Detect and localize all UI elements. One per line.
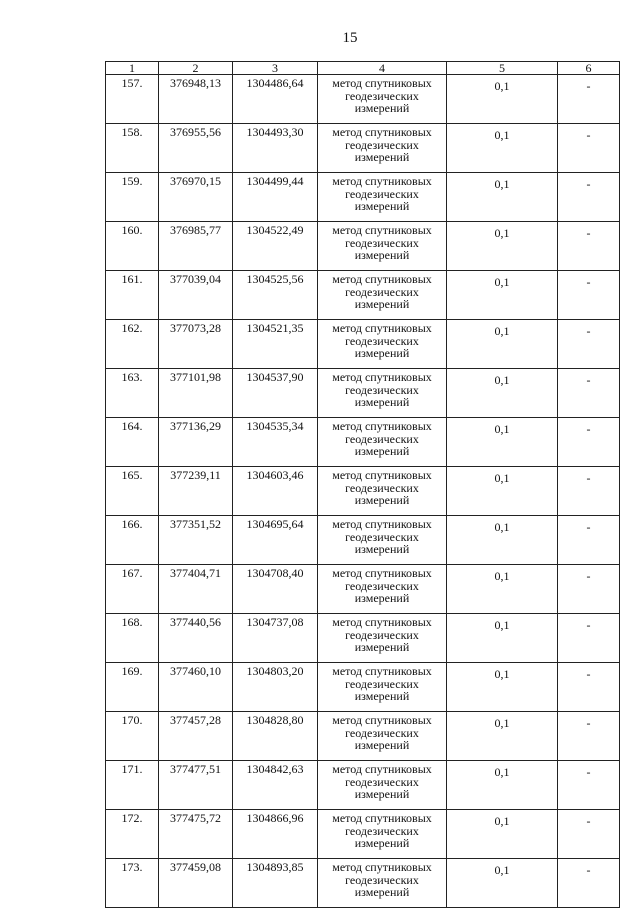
y-coordinate-cell: 1304499,44 (233, 173, 318, 222)
table-row (106, 320, 620, 369)
x-coordinate-cell: 377457,28 (159, 712, 233, 761)
table-row (106, 222, 620, 271)
point-number-cell: 163. (106, 369, 159, 418)
note-cell: - (558, 516, 620, 565)
point-number-cell: 165. (106, 467, 159, 516)
accuracy-cell: 0,1 (447, 418, 558, 467)
accuracy-cell: 0,1 (447, 271, 558, 320)
table-row (106, 418, 620, 467)
x-coordinate-cell: 376955,56 (159, 124, 233, 173)
column-header: 6 (558, 62, 620, 75)
note-cell: - (558, 565, 620, 614)
accuracy-cell: 0,1 (447, 516, 558, 565)
x-coordinate-cell: 377459,08 (159, 859, 233, 908)
y-coordinate-cell: 1304708,40 (233, 565, 318, 614)
method-cell: метод спутниковых геодезических измерений (318, 75, 447, 124)
method-cell: метод спутниковых геодезических измерений (318, 614, 447, 663)
note-cell: - (558, 810, 620, 859)
note-cell: - (558, 369, 620, 418)
method-cell: метод спутниковых геодезических измерений (318, 222, 447, 271)
point-number-cell: 170. (106, 712, 159, 761)
method-cell: метод спутниковых геодезических измерений (318, 761, 447, 810)
accuracy-cell: 0,1 (447, 859, 558, 908)
y-coordinate-cell: 1304803,20 (233, 663, 318, 712)
accuracy-cell: 0,1 (447, 712, 558, 761)
table-header-row (106, 62, 620, 75)
y-coordinate-cell: 1304535,34 (233, 418, 318, 467)
table-row (106, 173, 620, 222)
method-cell: метод спутниковых геодезических измерений (318, 859, 447, 908)
accuracy-cell: 0,1 (447, 614, 558, 663)
y-coordinate-cell: 1304493,30 (233, 124, 318, 173)
accuracy-cell: 0,1 (447, 222, 558, 271)
note-cell: - (558, 418, 620, 467)
column-header: 1 (106, 62, 159, 75)
note-cell: - (558, 75, 620, 124)
accuracy-cell: 0,1 (447, 320, 558, 369)
y-coordinate-cell: 1304842,63 (233, 761, 318, 810)
x-coordinate-cell: 377073,28 (159, 320, 233, 369)
point-number-cell: 169. (106, 663, 159, 712)
note-cell: - (558, 712, 620, 761)
accuracy-cell: 0,1 (447, 173, 558, 222)
table-row (106, 761, 620, 810)
note-cell: - (558, 271, 620, 320)
x-coordinate-cell: 377136,29 (159, 418, 233, 467)
column-header: 5 (447, 62, 558, 75)
y-coordinate-cell: 1304866,96 (233, 810, 318, 859)
x-coordinate-cell: 377460,10 (159, 663, 233, 712)
method-cell: метод спутниковых геодезических измерений (318, 467, 447, 516)
accuracy-cell: 0,1 (447, 369, 558, 418)
table-row (106, 75, 620, 124)
method-cell: метод спутниковых геодезических измерений (318, 369, 447, 418)
y-coordinate-cell: 1304737,08 (233, 614, 318, 663)
y-coordinate-cell: 1304537,90 (233, 369, 318, 418)
accuracy-cell: 0,1 (447, 810, 558, 859)
point-number-cell: 168. (106, 614, 159, 663)
point-number-cell: 173. (106, 859, 159, 908)
note-cell: - (558, 761, 620, 810)
table-row (106, 516, 620, 565)
method-cell: метод спутниковых геодезических измерений (318, 124, 447, 173)
column-header: 4 (318, 62, 447, 75)
method-cell: метод спутниковых геодезических измерений (318, 712, 447, 761)
x-coordinate-cell: 376948,13 (159, 75, 233, 124)
point-number-cell: 159. (106, 173, 159, 222)
point-number-cell: 158. (106, 124, 159, 173)
page-number: 15 (342, 30, 358, 46)
point-number-cell: 166. (106, 516, 159, 565)
point-number-cell: 167. (106, 565, 159, 614)
table-row (106, 859, 620, 908)
table-row (106, 712, 620, 761)
x-coordinate-cell: 376970,15 (159, 173, 233, 222)
table-row (106, 467, 620, 516)
note-cell: - (558, 320, 620, 369)
method-cell: метод спутниковых геодезических измерений (318, 516, 447, 565)
point-number-cell: 172. (106, 810, 159, 859)
point-number-cell: 164. (106, 418, 159, 467)
point-number-cell: 162. (106, 320, 159, 369)
method-cell: метод спутниковых геодезических измерений (318, 418, 447, 467)
x-coordinate-cell: 376985,77 (159, 222, 233, 271)
method-cell: метод спутниковых геодезических измерений (318, 271, 447, 320)
table-row (106, 565, 620, 614)
x-coordinate-cell: 377404,71 (159, 565, 233, 614)
y-coordinate-cell: 1304522,49 (233, 222, 318, 271)
y-coordinate-cell: 1304828,80 (233, 712, 318, 761)
table-row (106, 614, 620, 663)
column-header: 3 (233, 62, 318, 75)
accuracy-cell: 0,1 (447, 761, 558, 810)
method-cell: метод спутниковых геодезических измерений (318, 173, 447, 222)
note-cell: - (558, 859, 620, 908)
point-number-cell: 157. (106, 75, 159, 124)
x-coordinate-cell: 377239,11 (159, 467, 233, 516)
x-coordinate-cell: 377101,98 (159, 369, 233, 418)
table-row (106, 271, 620, 320)
method-cell: метод спутниковых геодезических измерений (318, 663, 447, 712)
note-cell: - (558, 222, 620, 271)
x-coordinate-cell: 377477,51 (159, 761, 233, 810)
accuracy-cell: 0,1 (447, 565, 558, 614)
method-cell: метод спутниковых геодезических измерений (318, 320, 447, 369)
y-coordinate-cell: 1304695,64 (233, 516, 318, 565)
note-cell: - (558, 124, 620, 173)
accuracy-cell: 0,1 (447, 467, 558, 516)
x-coordinate-cell: 377440,56 (159, 614, 233, 663)
y-coordinate-cell: 1304525,56 (233, 271, 318, 320)
table-row (106, 663, 620, 712)
point-number-cell: 160. (106, 222, 159, 271)
point-number-cell: 161. (106, 271, 159, 320)
y-coordinate-cell: 1304486,64 (233, 75, 318, 124)
y-coordinate-cell: 1304893,85 (233, 859, 318, 908)
note-cell: - (558, 614, 620, 663)
column-header: 2 (159, 62, 233, 75)
x-coordinate-cell: 377351,52 (159, 516, 233, 565)
note-cell: - (558, 467, 620, 516)
table-row (106, 810, 620, 859)
y-coordinate-cell: 1304603,46 (233, 467, 318, 516)
method-cell: метод спутниковых геодезических измерений (318, 565, 447, 614)
table-row (106, 124, 620, 173)
x-coordinate-cell: 377039,04 (159, 271, 233, 320)
note-cell: - (558, 173, 620, 222)
method-cell: метод спутниковых геодезических измерений (318, 810, 447, 859)
accuracy-cell: 0,1 (447, 75, 558, 124)
table-row (106, 369, 620, 418)
point-number-cell: 171. (106, 761, 159, 810)
note-cell: - (558, 663, 620, 712)
accuracy-cell: 0,1 (447, 124, 558, 173)
x-coordinate-cell: 377475,72 (159, 810, 233, 859)
accuracy-cell: 0,1 (447, 663, 558, 712)
coordinates-table (105, 61, 620, 908)
y-coordinate-cell: 1304521,35 (233, 320, 318, 369)
